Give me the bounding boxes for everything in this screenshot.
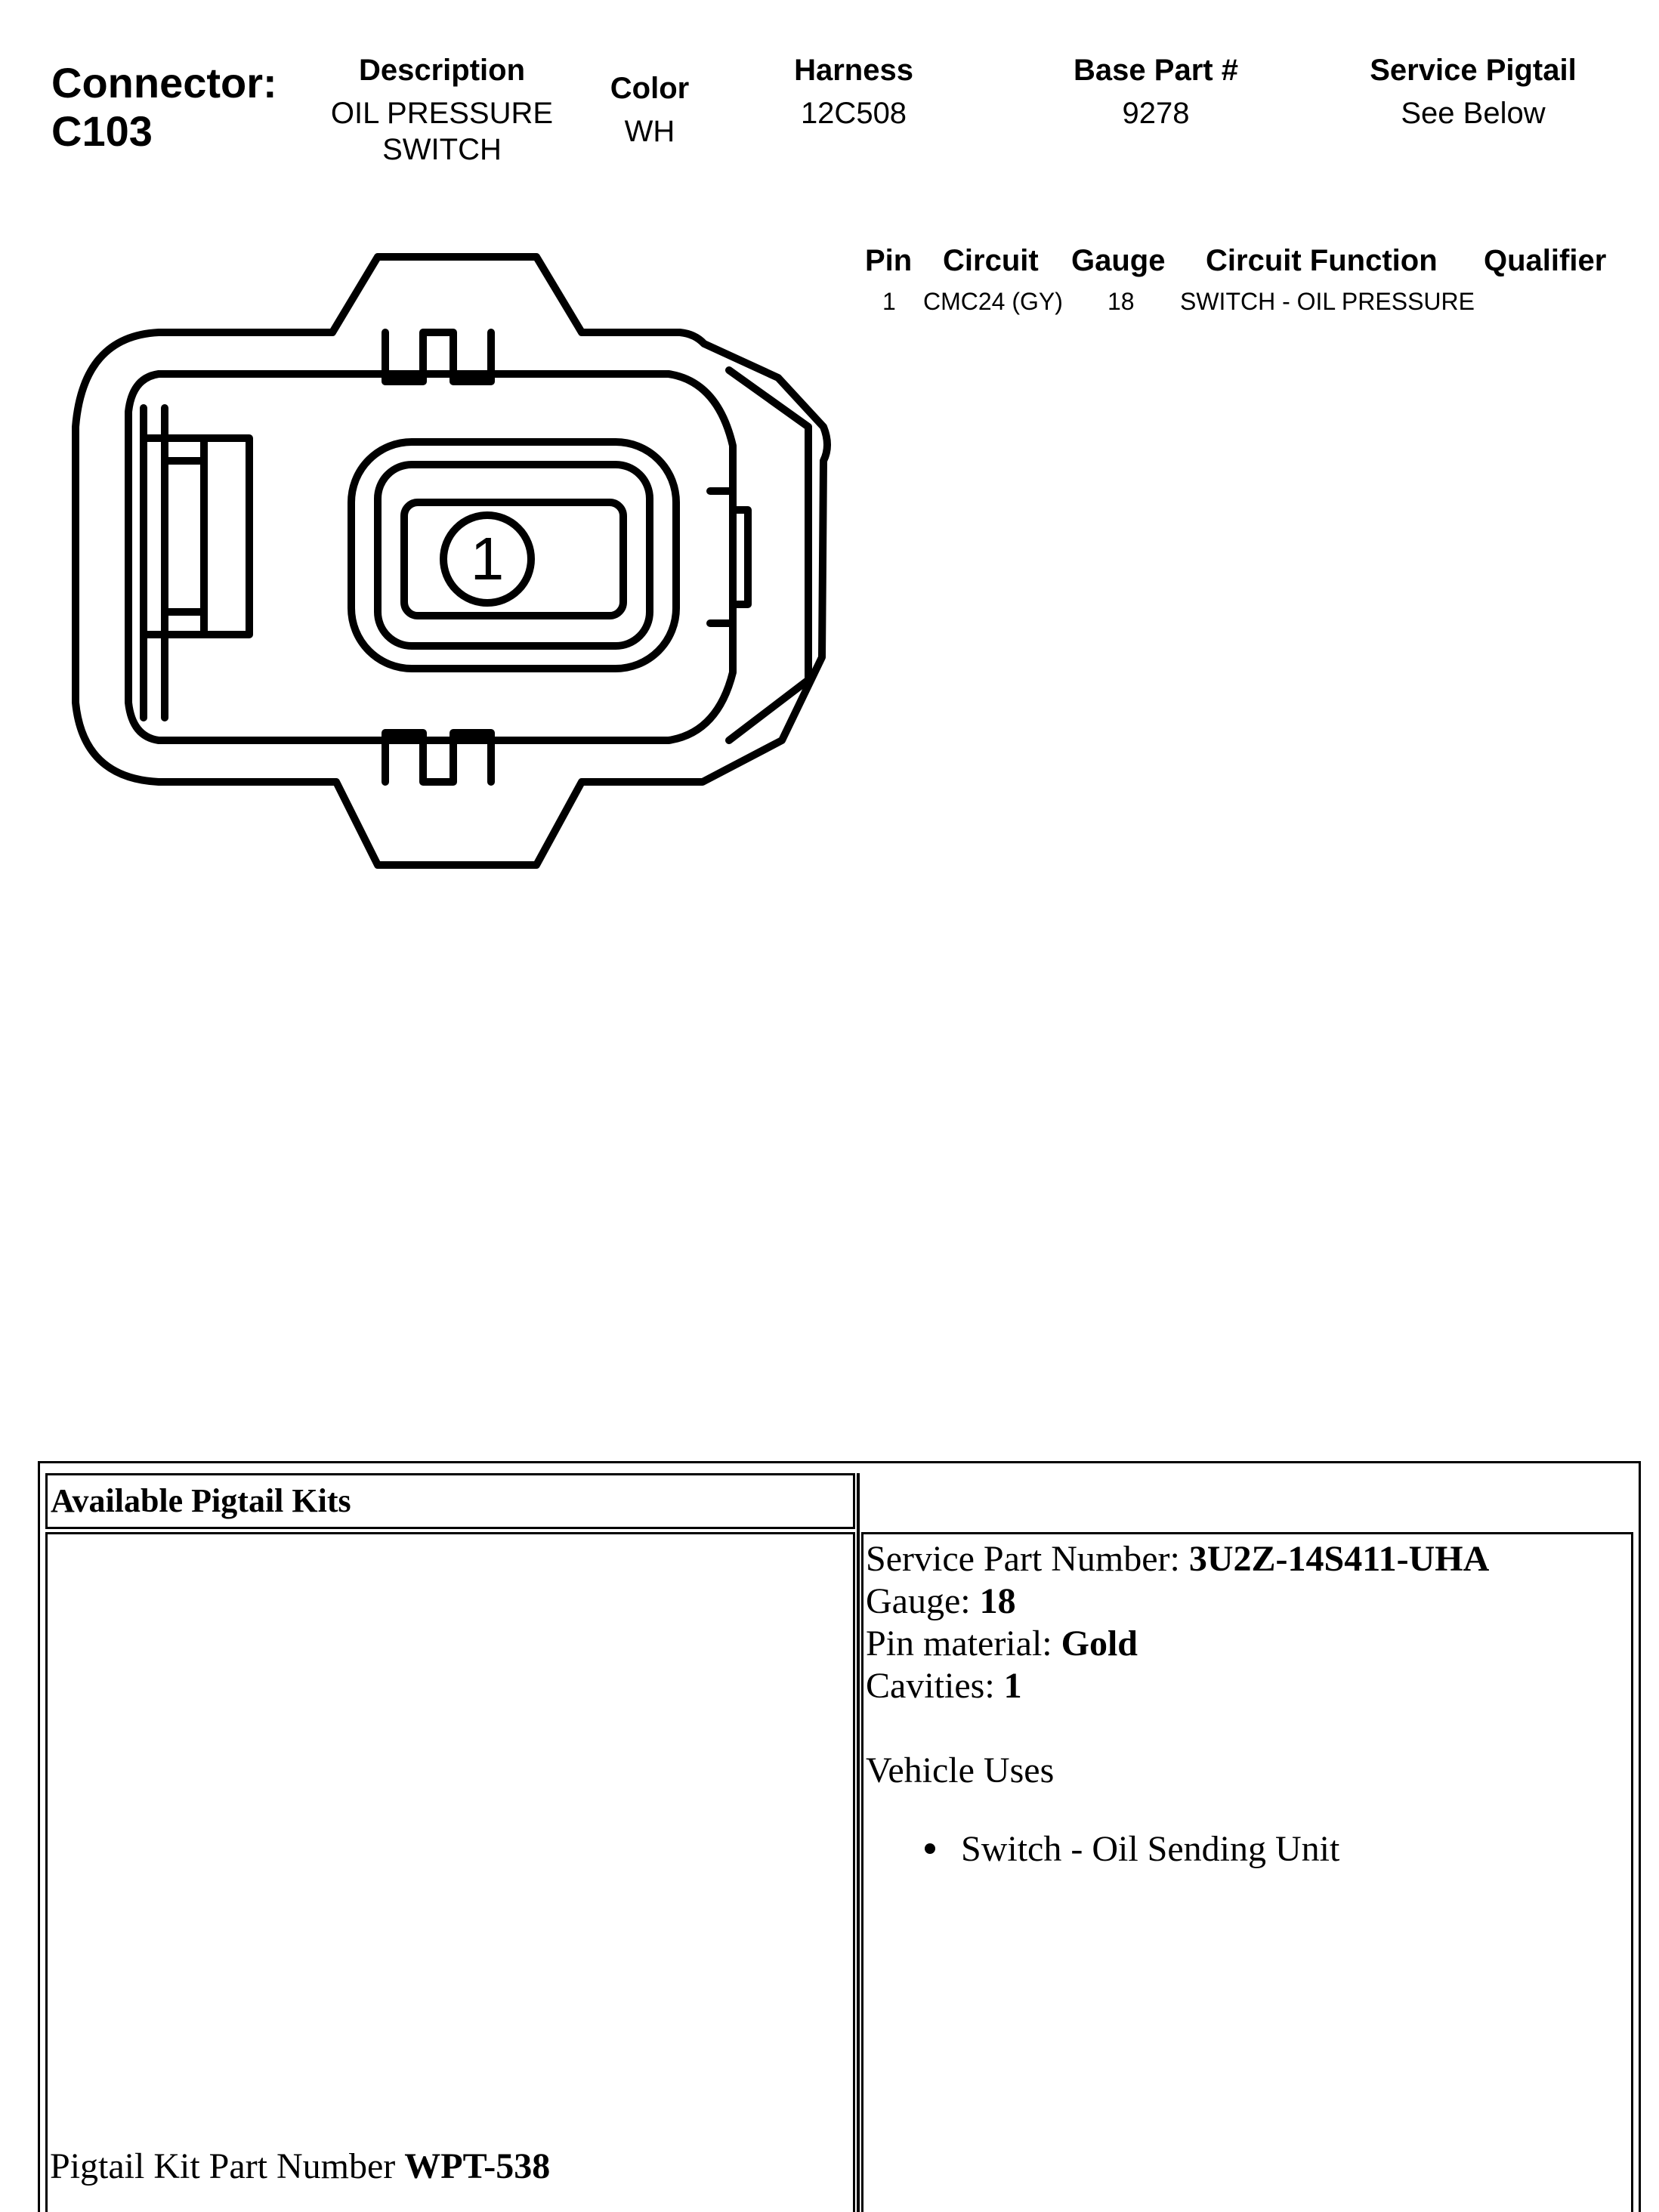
- color-header: Color: [610, 72, 690, 105]
- vehicle-use-item: Switch - Oil Sending Unit: [961, 1829, 1340, 1869]
- harness-value: 12C508: [800, 97, 907, 130]
- connector-inner-housing: [128, 374, 733, 740]
- kit-number: WPT-538: [404, 2146, 551, 2186]
- description-column: [317, 53, 567, 168]
- spec-cavities-value: 1: [1003, 1666, 1022, 1706]
- row-circuit: CMC24 (GY): [923, 288, 1063, 315]
- service-pigtail-column: [1330, 53, 1617, 131]
- description-line1: OIL PRESSURE: [330, 97, 554, 130]
- harness-column: [755, 53, 952, 131]
- connector-title: [51, 59, 277, 156]
- spec-pin-material: [866, 1623, 1138, 1665]
- pigtail-kit-part-number: [50, 2146, 550, 2188]
- connector-id: C103: [51, 107, 153, 155]
- base-part-value: 9278: [1122, 97, 1190, 130]
- row-pin: 1: [882, 288, 896, 315]
- color-value: WH: [624, 115, 675, 148]
- pin-number-label: 1: [470, 525, 505, 592]
- spec-pin-material-value: Gold: [1061, 1623, 1138, 1664]
- bullet-icon: [925, 1843, 935, 1854]
- connector-right-boss: [710, 491, 748, 623]
- service-pigtail-header: Service Pigtail: [1370, 54, 1577, 87]
- harness-header: Harness: [794, 54, 913, 87]
- base-part-header: Base Part #: [1074, 54, 1238, 87]
- column-divider: [857, 1473, 860, 2212]
- description-header: Description: [358, 54, 526, 87]
- pigtail-kits-title: Available Pigtail Kits: [45, 1473, 855, 1529]
- vehicle-uses-heading: Vehicle Uses: [866, 1750, 1055, 1790]
- spec-gauge: [866, 1580, 1016, 1623]
- row-gauge: 18: [1108, 288, 1135, 315]
- service-part-value: 3U2Z-14S411-UHA: [1188, 1539, 1490, 1579]
- service-pigtail-value: See Below: [1401, 97, 1546, 130]
- description-line2: SWITCH: [382, 133, 502, 166]
- connector-label: Connector:: [51, 59, 277, 107]
- qualifier-header: Qualifier: [1484, 244, 1607, 277]
- service-part-label: Service Part Number:: [866, 1539, 1180, 1579]
- base-part-column: [1043, 53, 1269, 131]
- kit-label: Pigtail Kit Part Number: [50, 2146, 396, 2186]
- connector-face-diagram: [53, 249, 839, 907]
- pigtail-image-area: [45, 1532, 855, 2212]
- spec-cavities: [866, 1665, 1022, 1707]
- gauge-header: Gauge: [1071, 244, 1166, 277]
- spec-gauge-label: Gauge:: [866, 1581, 971, 1621]
- service-part-number: [866, 1538, 1489, 1580]
- connector-right-shroud: [729, 370, 808, 740]
- color-column: [582, 71, 718, 150]
- spec-pin-material-label: Pin material:: [866, 1623, 1052, 1664]
- pin-cavity-outer: [351, 442, 676, 669]
- spec-gauge-value: 18: [979, 1581, 1016, 1621]
- pin-terminal: [404, 502, 623, 616]
- row-function: SWITCH - OIL PRESSURE: [1180, 288, 1475, 315]
- pin-header: Pin: [865, 244, 913, 277]
- connector-left-latch: [144, 408, 249, 718]
- circuit-header: Circuit: [943, 244, 1039, 277]
- spec-cavities-label: Cavities:: [866, 1666, 995, 1706]
- circuit-function-header: Circuit Function: [1206, 244, 1438, 277]
